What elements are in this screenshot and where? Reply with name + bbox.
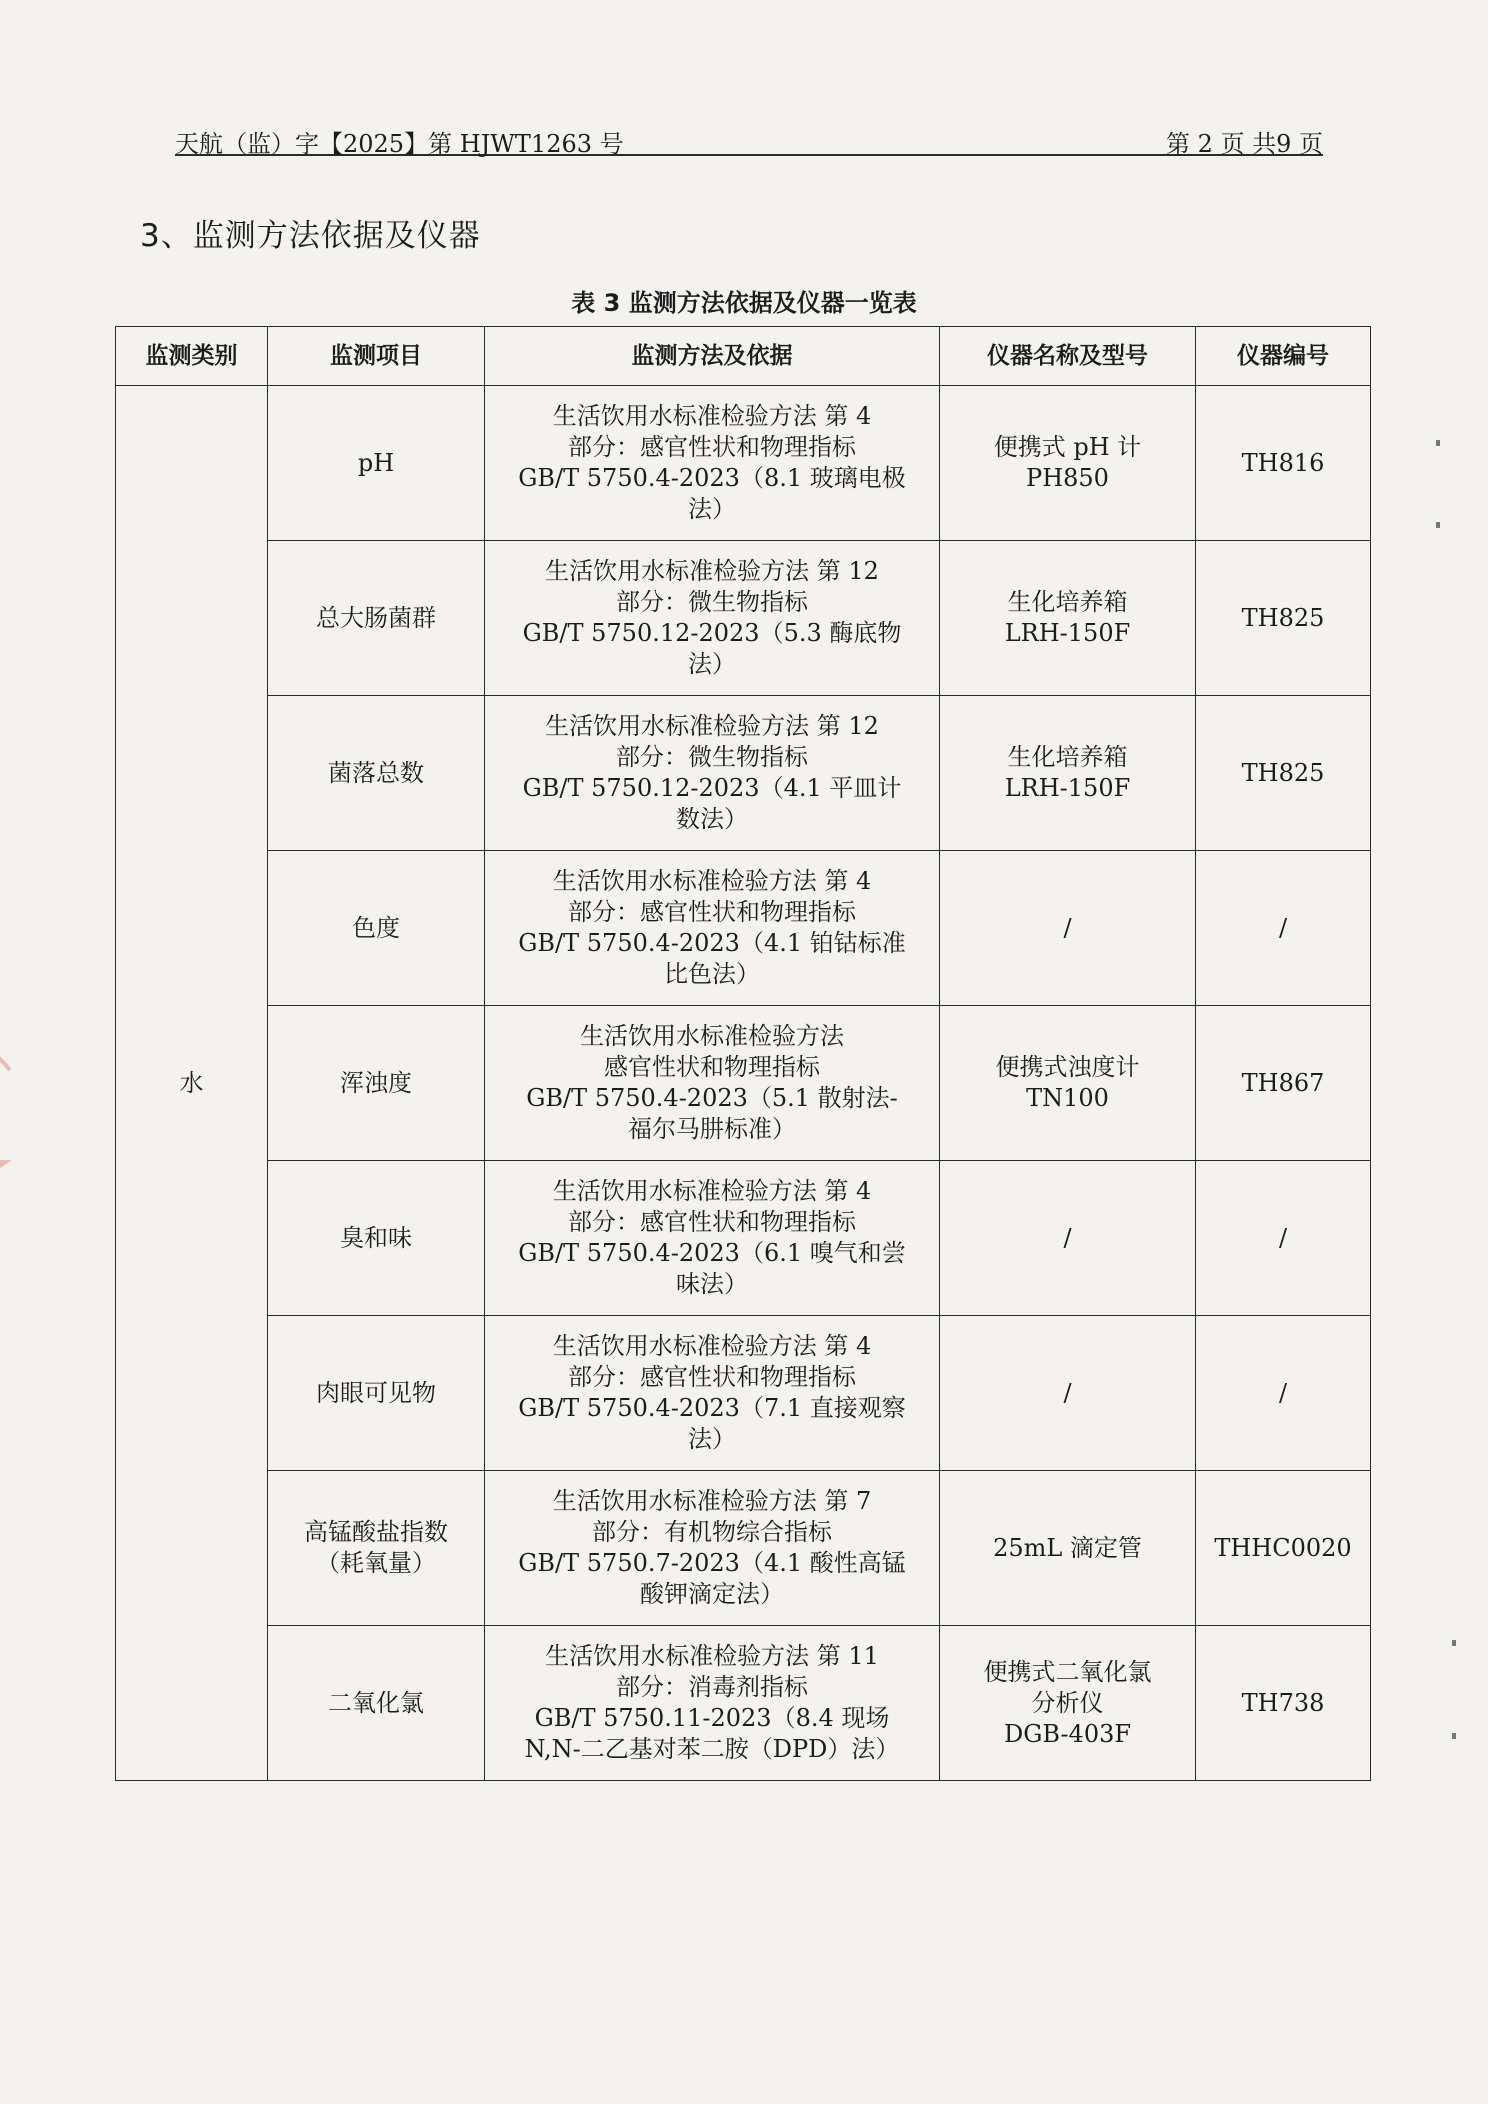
instrument-line: 便携式浊度计 xyxy=(995,1053,1140,1081)
instrument-line: 25mL 滴定管 xyxy=(993,1533,1142,1562)
table-row xyxy=(116,696,1371,851)
page-indicator: 第 2 页 共9 页 xyxy=(1165,130,1323,158)
instrument-cell xyxy=(940,1316,1196,1471)
instrument-number-cell: TH825 xyxy=(1196,696,1371,851)
method-line: GB/T 5750.4-2023（6.1 嗅气和尝 xyxy=(518,1239,906,1267)
column-header: 仪器名称及型号 xyxy=(940,327,1196,386)
item-line: 二氧化氯 xyxy=(328,1688,424,1717)
scan-speck xyxy=(1452,1733,1456,1739)
instrument-number-cell: TH867 xyxy=(1196,1006,1371,1161)
item-cell xyxy=(268,1316,485,1471)
item-line: 肉眼可见物 xyxy=(316,1378,436,1407)
method-cell xyxy=(485,1626,940,1781)
item-line: 菌落总数 xyxy=(328,758,424,787)
item-line: （耗氧量） xyxy=(316,1549,436,1577)
table-header-row xyxy=(116,327,1371,386)
instrument-line: / xyxy=(1063,1223,1072,1252)
instrument-line: 分析仪 xyxy=(1031,1688,1104,1717)
item-line: 总大肠菌群 xyxy=(316,603,436,632)
method-cell xyxy=(485,1006,940,1161)
item-cell xyxy=(268,1006,485,1161)
method-line: GB/T 5750.4-2023（5.1 散射法- xyxy=(526,1084,898,1112)
instrument-line: LRH-150F xyxy=(1004,774,1131,802)
method-cell xyxy=(485,541,940,696)
document-number: 天航（监）字【2025】第 HJWT1263 号 xyxy=(175,130,624,158)
instrument-number-cell: THHC0020 xyxy=(1196,1471,1371,1626)
instrument-line: 便携式二氧化氯 xyxy=(983,1657,1152,1686)
table-row xyxy=(116,1471,1371,1626)
method-line: 福尔马肼标准） xyxy=(628,1115,796,1143)
instrument-number-cell: TH816 xyxy=(1196,386,1371,541)
method-cell xyxy=(485,851,940,1006)
method-line: GB/T 5750.7-2023（4.1 酸性高锰 xyxy=(518,1549,906,1577)
method-line: 部分：微生物指标 xyxy=(616,743,808,771)
method-line: 部分：有机物综合指标 xyxy=(592,1518,832,1546)
item-line: pH xyxy=(357,448,395,477)
item-cell xyxy=(268,541,485,696)
method-line: 比色法） xyxy=(664,960,760,988)
item-cell xyxy=(268,386,485,541)
table-row xyxy=(116,1316,1371,1471)
method-line: 生活饮用水标准检验方法 第 4 xyxy=(552,402,872,430)
method-line: 生活饮用水标准检验方法 第 4 xyxy=(552,867,872,895)
method-line: GB/T 5750.12-2023（5.3 酶底物 xyxy=(522,619,902,647)
method-line: 生活饮用水标准检验方法 第 11 xyxy=(545,1642,879,1670)
instrument-line: PH850 xyxy=(1026,464,1109,492)
table-row xyxy=(116,1626,1371,1781)
method-line: 部分：微生物指标 xyxy=(616,588,808,616)
method-line: 部分：消毒剂指标 xyxy=(616,1673,808,1701)
instrument-line: 生化培养箱 xyxy=(1007,588,1128,616)
method-line: 生活饮用水标准检验方法 第 12 xyxy=(545,712,879,740)
methods-table xyxy=(115,326,1371,1781)
method-line: 部分：感官性状和物理指标 xyxy=(568,1208,856,1236)
item-line: 色度 xyxy=(352,913,400,942)
item-line: 臭和味 xyxy=(340,1223,412,1252)
instrument-cell xyxy=(940,386,1196,541)
method-line: GB/T 5750.11-2023（8.4 现场 xyxy=(534,1704,890,1732)
instrument-number-cell: / xyxy=(1196,851,1371,1006)
instrument-line: 便携式 pH 计 xyxy=(993,433,1142,461)
method-line: 生活饮用水标准检验方法 xyxy=(580,1022,844,1050)
scan-speck xyxy=(1436,522,1440,528)
instrument-cell xyxy=(940,541,1196,696)
column-header: 监测方法及依据 xyxy=(485,327,940,386)
column-header: 仪器编号 xyxy=(1196,327,1371,386)
method-line: 味法） xyxy=(676,1270,748,1298)
item-line: 高锰酸盐指数 xyxy=(304,1518,448,1546)
column-header: 监测项目 xyxy=(268,327,485,386)
instrument-line: DGB-403F xyxy=(1003,1719,1132,1748)
item-cell xyxy=(268,851,485,1006)
method-line: 法） xyxy=(688,650,736,678)
category-cell: 水 xyxy=(116,386,268,1781)
table-row xyxy=(116,851,1371,1006)
instrument-number-cell: / xyxy=(1196,1316,1371,1471)
item-cell xyxy=(268,1471,485,1626)
method-line: 酸钾滴定法） xyxy=(640,1580,784,1608)
table-caption: 表 3 监测方法依据及仪器一览表 xyxy=(571,289,917,317)
item-cell xyxy=(268,1161,485,1316)
instrument-line: LRH-150F xyxy=(1004,619,1131,647)
instrument-cell xyxy=(940,851,1196,1006)
method-line: 生活饮用水标准检验方法 第 12 xyxy=(545,557,879,585)
method-line: 法） xyxy=(688,1425,736,1453)
item-line: 浑浊度 xyxy=(340,1068,412,1097)
table-row xyxy=(116,1006,1371,1161)
instrument-number-cell: TH825 xyxy=(1196,541,1371,696)
method-cell xyxy=(485,386,940,541)
table-row xyxy=(116,386,1371,541)
method-line: 数法） xyxy=(676,805,748,833)
method-line: 生活饮用水标准检验方法 第 4 xyxy=(552,1177,872,1205)
method-line: 部分：感官性状和物理指标 xyxy=(568,433,856,461)
method-line: GB/T 5750.4-2023（7.1 直接观察 xyxy=(518,1394,906,1422)
instrument-cell xyxy=(940,1626,1196,1781)
item-cell xyxy=(268,696,485,851)
method-line: GB/T 5750.4-2023（4.1 铂钴标准 xyxy=(518,929,906,957)
method-line: N,N-二乙基对苯二胺（DPD）法） xyxy=(524,1735,900,1763)
instrument-cell xyxy=(940,696,1196,851)
method-line: GB/T 5750.4-2023（8.1 玻璃电极 xyxy=(518,464,906,492)
method-line: 感官性状和物理指标 xyxy=(604,1053,820,1081)
method-line: 生活饮用水标准检验方法 第 4 xyxy=(552,1332,872,1360)
instrument-cell xyxy=(940,1006,1196,1161)
method-line: GB/T 5750.12-2023（4.1 平皿计 xyxy=(522,774,902,802)
instrument-cell xyxy=(940,1161,1196,1316)
scan-speck xyxy=(1452,1640,1456,1646)
instrument-line: / xyxy=(1063,1378,1072,1407)
method-line: 生活饮用水标准检验方法 第 7 xyxy=(552,1487,872,1515)
instrument-line: TN100 xyxy=(1026,1084,1109,1112)
method-cell xyxy=(485,1161,940,1316)
instrument-cell xyxy=(940,1471,1196,1626)
page-header xyxy=(175,120,1323,156)
table-row xyxy=(116,1161,1371,1316)
red-seal-stamp xyxy=(0,1010,70,1250)
instrument-line: 生化培养箱 xyxy=(1007,743,1128,771)
instrument-number-cell: TH738 xyxy=(1196,1626,1371,1781)
section-title: 3、监测方法依据及仪器 xyxy=(140,218,481,254)
method-cell xyxy=(485,696,940,851)
table-row xyxy=(116,541,1371,696)
method-line: 法） xyxy=(688,495,736,523)
method-line: 部分：感官性状和物理指标 xyxy=(568,1363,856,1391)
column-header: 监测类别 xyxy=(116,327,268,386)
instrument-number-cell: / xyxy=(1196,1161,1371,1316)
method-cell xyxy=(485,1316,940,1471)
item-cell xyxy=(268,1626,485,1781)
instrument-line: / xyxy=(1063,913,1072,942)
method-line: 部分：感官性状和物理指标 xyxy=(568,898,856,926)
scan-speck xyxy=(1436,440,1440,446)
method-cell xyxy=(485,1471,940,1626)
